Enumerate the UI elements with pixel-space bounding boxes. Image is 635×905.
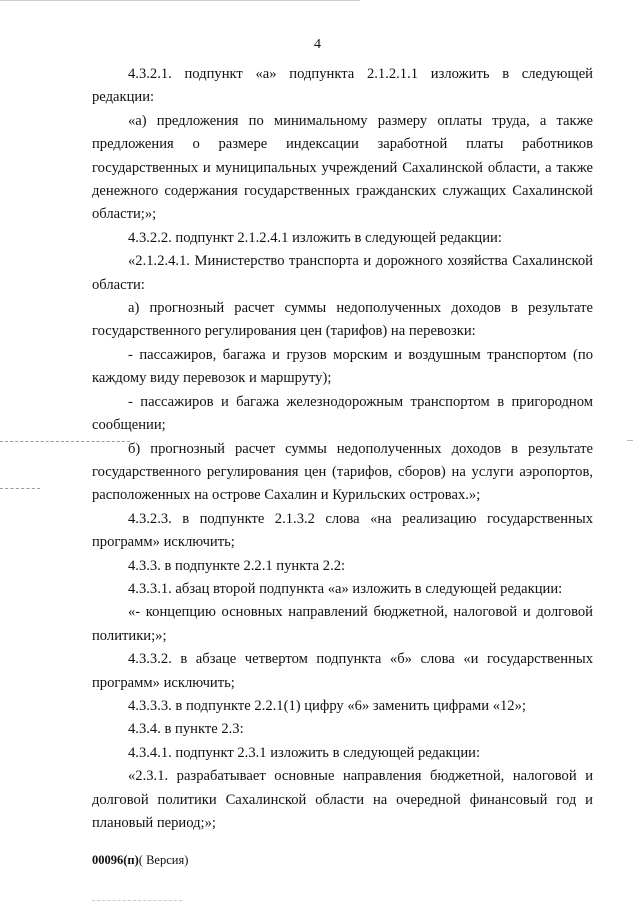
document-body [92,63,593,835]
paragraph: «2.1.2.4.1. Министерство транспорта и дорожного хозяйства Сахалинской области: [92,253,593,293]
document-code: 00096(п) [92,853,139,867]
paragraph: а) прогнозный расчет суммы недополученных доходов в результате государственного регулирования цен (тарифов) на перевозки: [92,300,593,340]
paragraph: 4.3.3.2. в абзаце четвертом подпункта «б» слова «и государственных программ» исключить; [92,651,593,691]
scan-margin-mark [627,440,633,441]
paragraph: «2.3.1. разрабатывает основные направления бюджетной, налоговой и долговой политики Сахалинской области на очередной финансовый год и плановый период;»; [92,768,593,831]
paragraph: 4.3.3. в подпункте 2.2.1 пункта 2.2: [128,557,346,574]
paragraph: 4.3.3.1. абзац второй подпункта «а» изложить в следующей редакции: [128,580,563,597]
paragraph: 4.3.2.1. подпункт «а» подпункта 2.1.2.1.1 изложить в следующей редакции: [92,66,593,106]
scan-margin-mark [0,441,130,442]
paragraph: б) прогнозный расчет суммы недополученных доходов в результате государственного регулирования цен (тарифов, сборов) на услуги аэропортов, расположенных на острове Сахалин и Курильских островах.»; [92,440,593,504]
scan-margin-mark [0,488,40,489]
paragraph: 4.3.2.3. в подпункте 2.1.3.2 слова «на реализацию государственных программ» исключить; [92,510,593,551]
paragraph: «а) предложения по минимальному размеру оплаты труда, а также предложения о размере индексации заработной платы работников государственных и муниципальных учреждений Сахалинской области, а также денежного содержания государственных гражданских служащих Сахалинской области;»; [92,112,593,223]
paragraph: - пассажиров и багажа железнодорожным транспортом в пригородном сообщении; [92,393,593,434]
document-version: ( Версия) [138,853,189,867]
scan-top-rule [0,0,360,1]
document-footer [92,853,188,868]
page-number: 4 [314,37,321,52]
scan-bottom-rule [92,900,182,901]
paragraph: 4.3.2.2. подпункт 2.1.2.4.1 изложить в следующей редакции: [128,229,502,246]
paragraph: «- концепцию основных направлений бюджетной, налоговой и долговой политики;»; [92,604,593,644]
paragraph: 4.3.3.3. в подпункте 2.2.1(1) цифру «6» заменить цифрами «12»; [128,697,526,714]
paragraph: 4.3.4. в пункте 2.3: [128,721,244,738]
paragraph: 4.3.4.1. подпункт 2.3.1 изложить в следующей редакции: [128,744,481,761]
paragraph: - пассажиров, багажа и грузов морским и воздушным транспортом (по каждому виду перевозок и маршруту); [92,346,593,387]
